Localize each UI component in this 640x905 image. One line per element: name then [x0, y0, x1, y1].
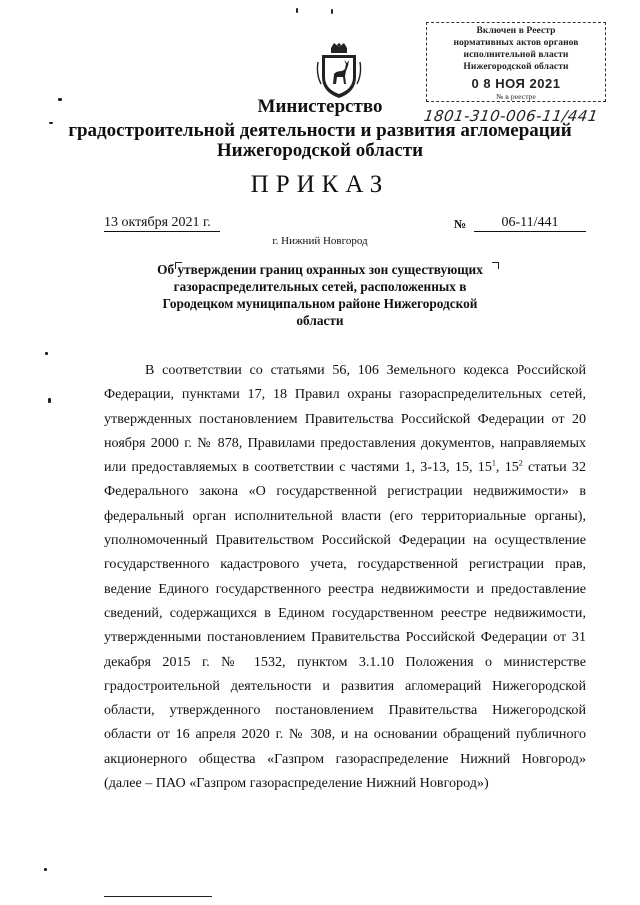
footer-rule: [104, 896, 212, 897]
registry-stamp: [426, 22, 606, 102]
stamp-line-3: исполнительной власти: [463, 50, 569, 60]
document-subject: Об утверждении границ охранных зон существующих газораспределительных сетей, расположенных в Городецком муниципальном районе Нижегородской области: [157, 262, 483, 328]
scan-speck: [48, 398, 51, 403]
subject-corner-mark: [492, 262, 499, 269]
scan-speck: [331, 9, 333, 14]
stamp-number-label: № в реестре: [496, 92, 536, 101]
scan-speck: [296, 8, 298, 13]
ministry-name-line-3: Нижегородской области: [216, 140, 424, 161]
number-label: №: [454, 217, 467, 231]
stamp-date: 0 8 НОЯ 2021: [471, 76, 561, 91]
stamp-line-4: Нижегородской области: [463, 62, 569, 72]
coat-of-arms-icon: [316, 42, 362, 100]
scan-speck: [44, 868, 47, 871]
document-type: ПРИКАЗ: [250, 171, 390, 198]
document-number: 06-11/441: [474, 215, 586, 232]
document-date: 13 октября 2021 г.: [104, 215, 220, 232]
registry-number: 1801-310-006-11/441: [422, 107, 600, 125]
city: г. Нижний Новгород: [272, 235, 368, 247]
body-text: В соответствии со статьями 56, 106 Земельного кодекса Российской Федерации, пунктами 17, 18 Правил охраны газораспределительных сетей, утвержденных постановлением Правительства Российской Федерации от 20 ноября 2000 г. № 878, Правилами предоставления документов, направляемых или предоставляемых в соответствии с частями 1, 3-13, 15, 15: [104, 362, 586, 476]
body-paragraph: [104, 358, 586, 795]
superscript: 2: [518, 458, 523, 468]
superscript: 1: [491, 458, 496, 468]
ministry-name-line-2: градостроительной деятельности и развития агломераций: [68, 120, 572, 141]
stamp-line-2: нормативных актов органов: [453, 38, 579, 48]
ministry-name-line-1: Министерство: [257, 96, 383, 117]
body-text: статьи 32 Федерального закона «О государственной регистрации недвижимости» в федеральный орган исполнительной власти (его территориальные органы), уполномоченный Правительством Российской Федерации на осуществление государственного кадастрового учета, государственной регистрации прав, ведение Единого государственного реестра недвижимости и предоставление сведений, содержащихся в Едином государственном реестре недвижимости, утвержденными постановлением Правительства Российской Федерации от 31 декабря 2015 г. № 1532, пунктом 3.1.10 Положения о министерстве градостроительной деятельности и развития агломераций Нижегородской области, утвержденного постановлением Правительства Нижегородской области от 16 апреля 2020 г. № 308, и на основании обращений публичного акционерного общества «Газпром газораспределение Нижний Новгород» (далее – ПАО «Газпром газораспределение Нижний Новгород»): [104, 459, 587, 792]
stamp-line-1: Включен в Реестр: [476, 26, 556, 36]
scan-speck: [45, 352, 48, 355]
body-text: , 15: [495, 459, 519, 476]
document-body: [104, 358, 586, 795]
